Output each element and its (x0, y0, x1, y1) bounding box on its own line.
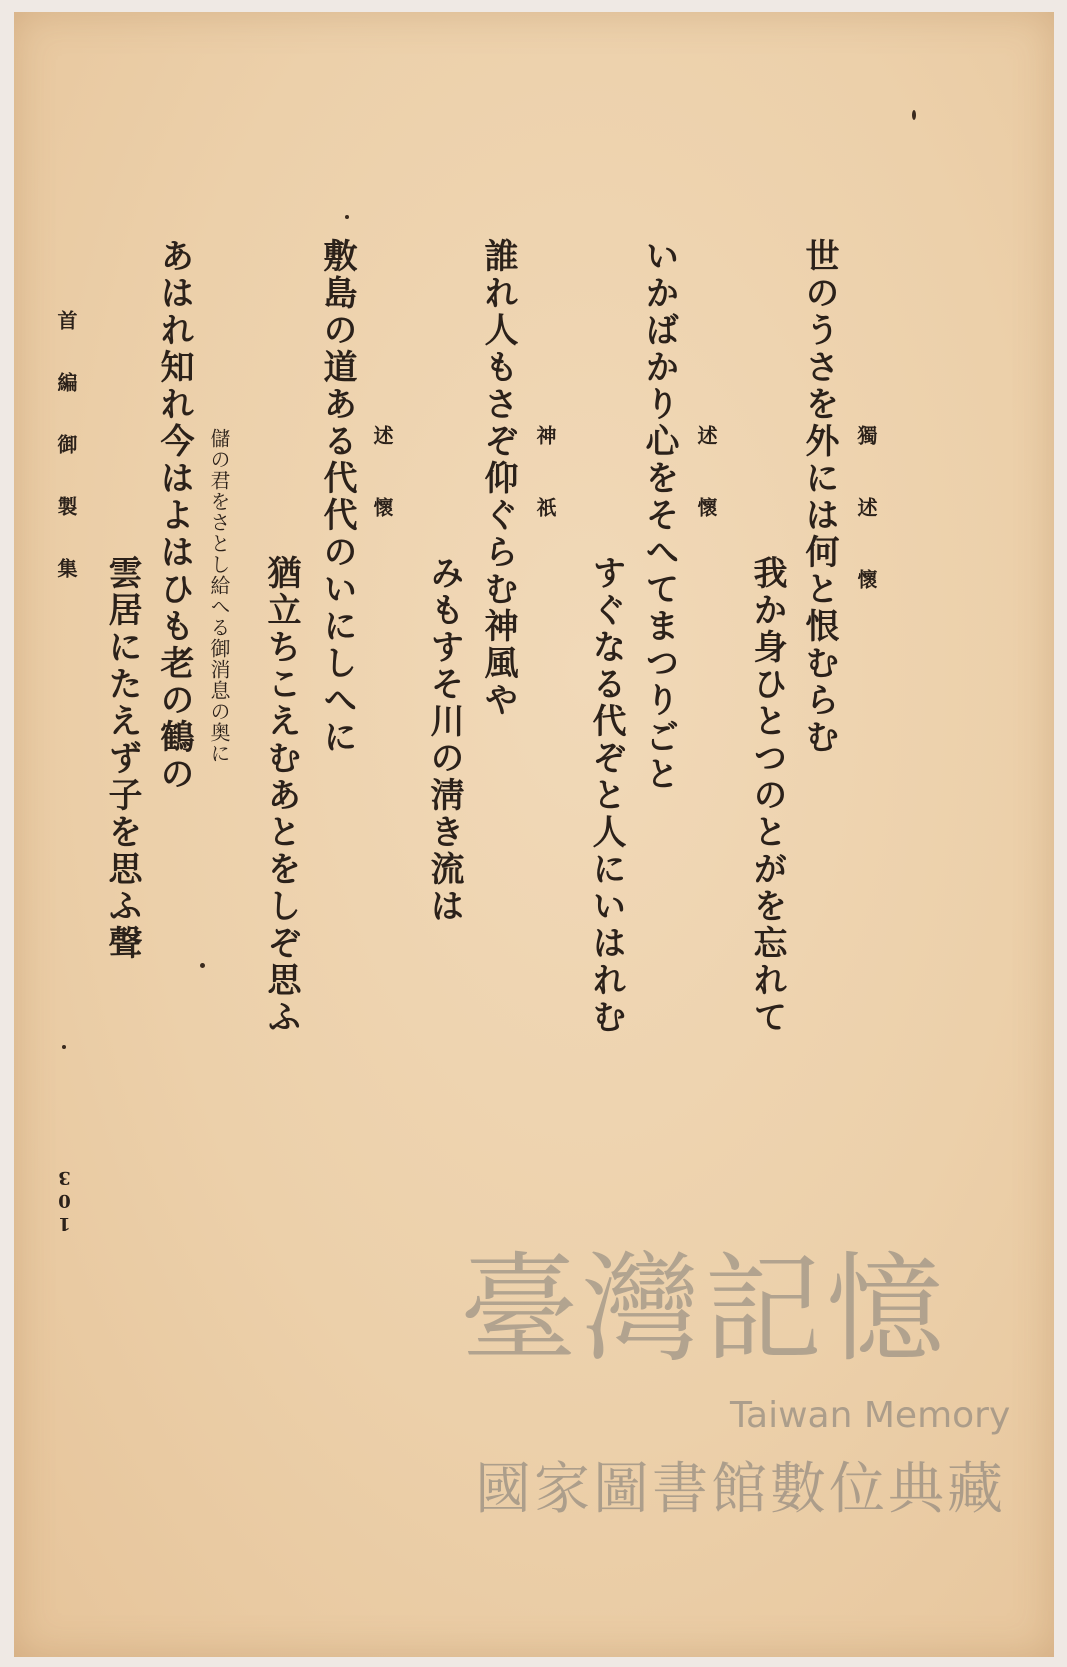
poem-3-line-1: 誰れ人もさぞ仰ぐらむ神風や (478, 238, 518, 719)
ink-speck (200, 963, 205, 968)
poem-5-note: 儲の君をさとし給へる御消息の奥に (207, 428, 231, 764)
poem-4-line-1: 敷島の道ある代代のいにしへに (317, 238, 357, 756)
heading-jukkai: 述懷 (694, 425, 718, 569)
poem-2-line-2: すぐなる代ぞと人にいはれむ (586, 555, 626, 1036)
watermark-chinese: 國家圖書館數位典藏 (475, 1457, 1006, 1522)
poem-4-line-2: 猶立ちこえむあとをしぞ思ふ (261, 555, 301, 1036)
running-header: 首編御製集 (54, 310, 78, 620)
poem-3-line-2: みもすそ川の淸き流は (424, 555, 464, 925)
poem-5-line-2: 雲居にたえず子を思ふ聲 (102, 555, 142, 962)
poem-5-line-1: あはれ知れ今はよはひも老の鶴の (154, 238, 194, 793)
ink-speck (62, 1045, 66, 1049)
watermark-english: Taiwan Memory (730, 1395, 1011, 1436)
watermark-logo: 臺灣記憶 (460, 1240, 949, 1378)
ink-speck (345, 215, 349, 219)
heading-jingi: 神祇 (533, 425, 557, 569)
page-number: 103 (54, 1165, 75, 1234)
poem-2-line-1: いかばかり心をそへてまつりごと (639, 238, 679, 793)
poem-1-line-1: 世のうさを外には何と恨むらむ (799, 238, 839, 756)
poem-1-line-2: 我か身ひとつのとがを忘れて (747, 555, 787, 1036)
heading-jukkai-2: 述懷 (370, 425, 394, 569)
bleed-through-text (935, 180, 979, 540)
heading-dokujukkai: 獨述懷 (854, 425, 878, 641)
ink-speck (912, 110, 916, 120)
